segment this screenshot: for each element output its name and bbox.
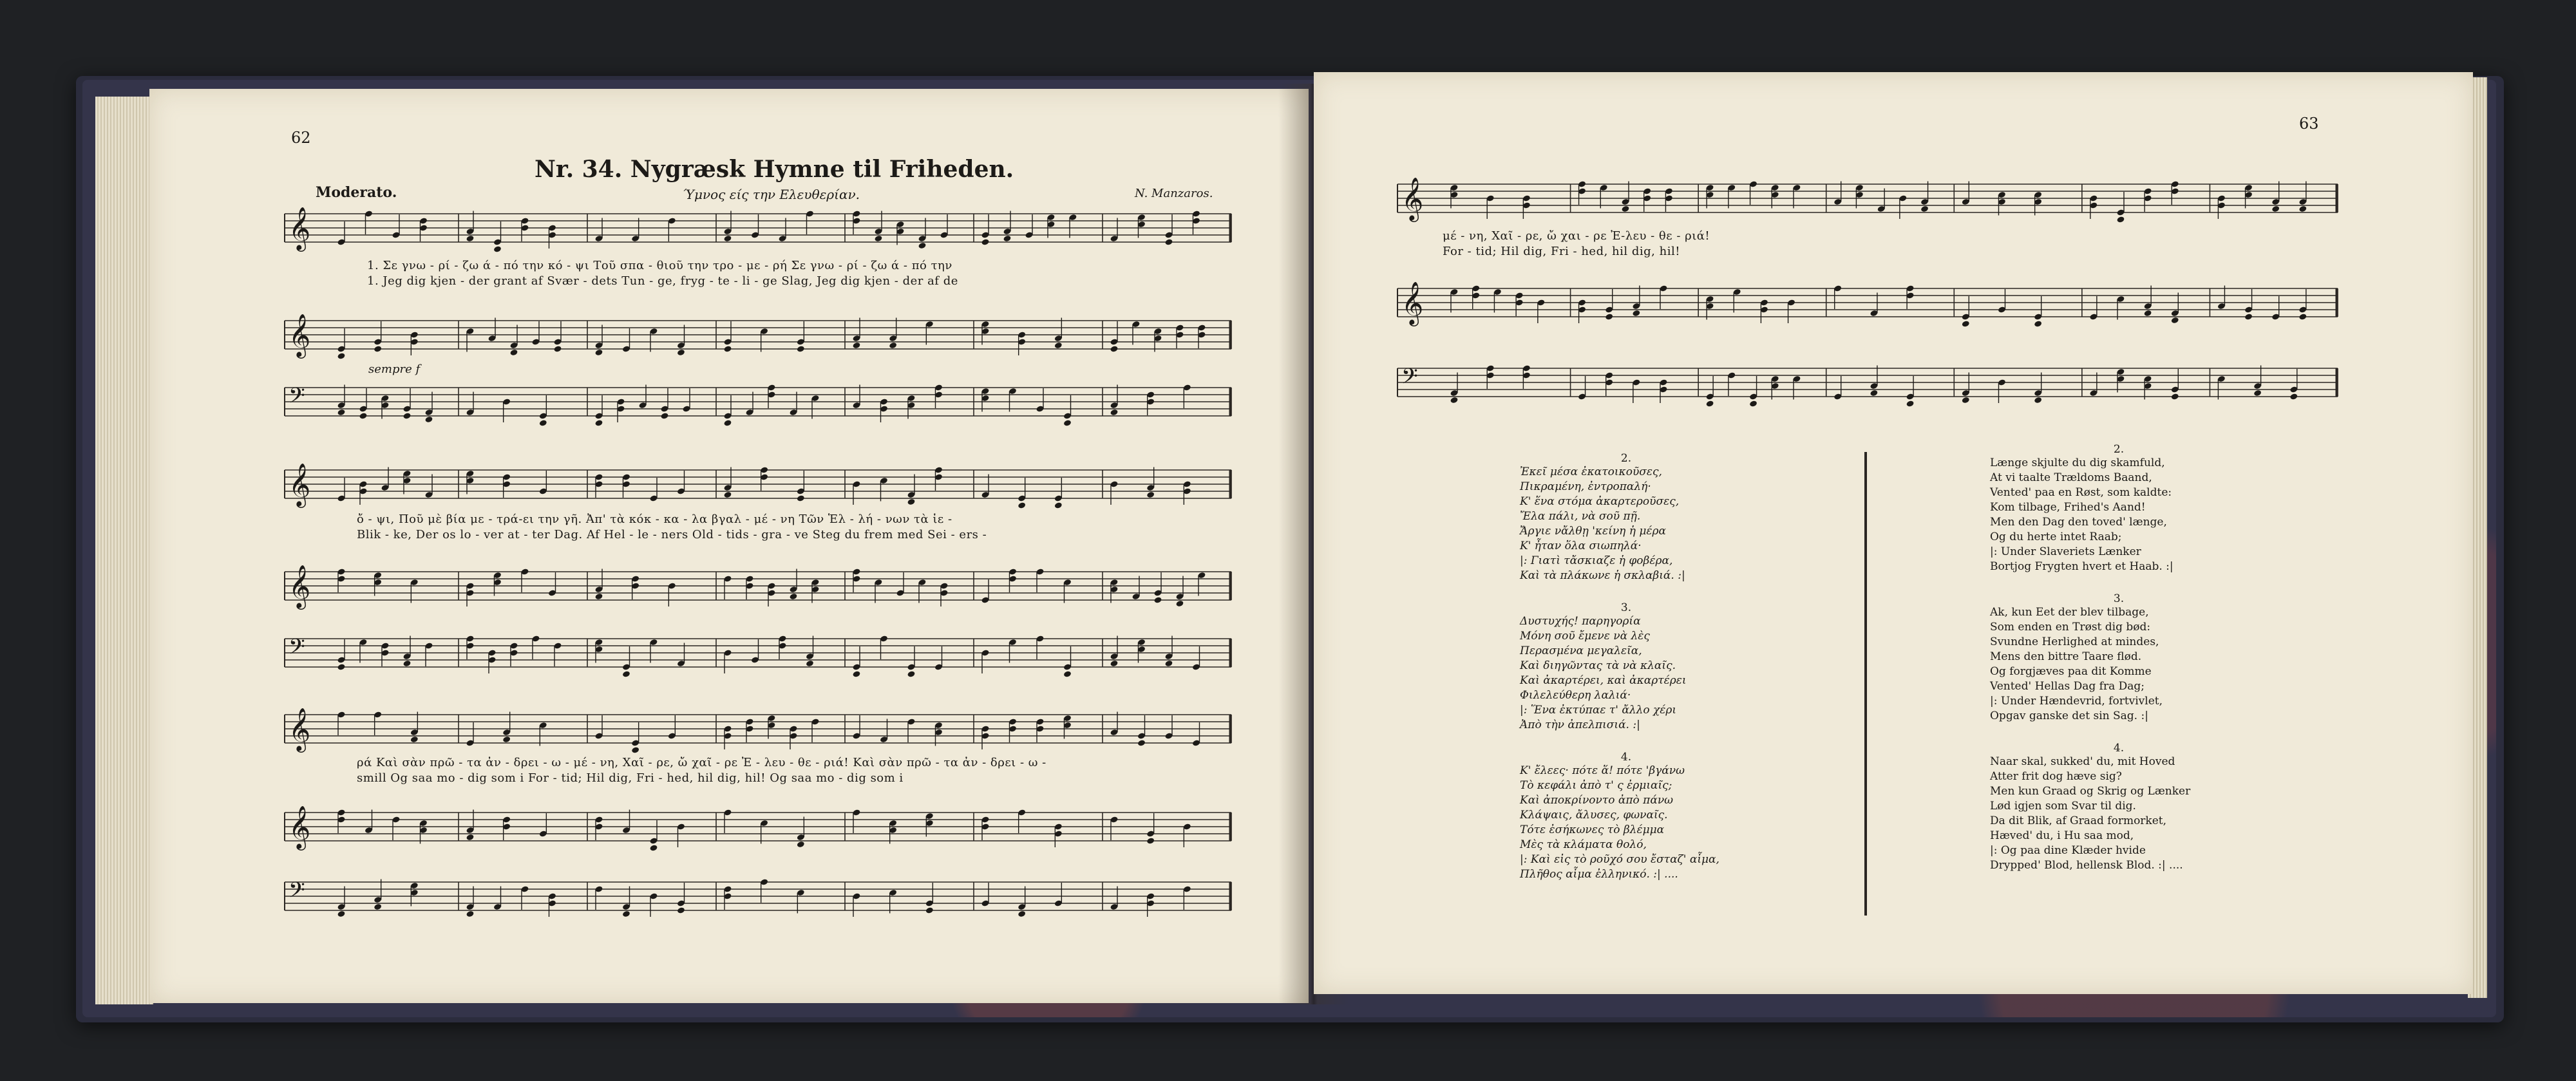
melody-staff-1	[285, 206, 1231, 250]
bass-clef-icon: 𝄢	[1401, 364, 1418, 394]
verse-block	[1520, 452, 1732, 583]
treble-clef-icon: 𝄞	[289, 462, 311, 506]
tempo-marking: Moderato.	[316, 184, 397, 201]
lyric-danish-3: smill Og saa mo - dig som i For - tid; Hil dig, Fri - hed, hil dig, hil! Og saa mo - dig som i	[357, 771, 904, 785]
verse-number: 3.	[2113, 592, 2125, 605]
dynamic-marking: sempre f	[368, 362, 421, 376]
piano-treble-staff-1	[285, 313, 1231, 357]
verse-line: Hæved' du, i Hu saa mod,	[1990, 829, 2134, 842]
treble-clef-icon: 𝄞	[289, 564, 311, 608]
page-number: 62	[291, 129, 311, 147]
verse-line: Ἐκεῖ μέσα ἐκατοικοῦσες,	[1520, 465, 1662, 478]
verse-line: Længe skjulte du dig skamfuld,	[1990, 456, 2165, 469]
verse-block	[1990, 443, 2248, 574]
bass-clef-icon: 𝄢	[289, 384, 305, 413]
verse-line: Ἀπὸ τὴν ἀπελπισιά. :|	[1520, 719, 1640, 731]
verse-line: Τὸ κεφάλι ἀπὸ τ' ς ἐρμιαῖς;	[1520, 779, 1672, 792]
piano-bass-staff-1	[285, 385, 1231, 424]
verse-block	[1520, 601, 1732, 733]
treble-clef-icon: 𝄞	[1401, 176, 1424, 220]
verse-line: Ἔλα πάλι, νὰ σοῦ πῇ.	[1520, 510, 1641, 523]
right-page	[1314, 72, 2473, 994]
lyric-greek-1: 1. Σε γνω - ρί - ζω ά - πό την κό - ψι Τοῦ σπα - θιοῦ την τρο - με - ρή Σε γνω - ρί - ζω ά - πό την	[367, 259, 952, 272]
verse-line: Δυστυχής! παρηγορία	[1520, 615, 1641, 628]
verse-line: Πικραμένη, ἐντροπαλή·	[1520, 480, 1651, 493]
verse-line: Ak, kun Eet der blev tilbage,	[1990, 606, 2149, 619]
verse-number: 3.	[1620, 601, 1632, 614]
piano-bass-staff-4	[1397, 366, 2338, 404]
verse-line: Πλῆθος αἷμα ἐλληνικό. :| ....	[1520, 868, 1678, 881]
verse-line: Περασμένα μεγαλεῖα,	[1520, 644, 1642, 657]
verse-number: 4.	[2113, 742, 2125, 755]
piano-treble-staff-2	[285, 564, 1231, 608]
verse-number: 2.	[2113, 443, 2125, 456]
lyric-danish-2: Blik - ke, Der os lo - ver at - ter Dag. Af Hel - le - ners Old - tids - gra - ve Steg du frem med Sei - ers -	[357, 528, 987, 541]
verse-line: Bortjog Frygten hvert et Haab. :|	[1990, 560, 2174, 573]
danish-verses	[1990, 443, 2248, 891]
verse-line: Κ' ἔλεες· πότε ἅ! πότε 'βγάνω	[1520, 764, 1685, 777]
page-edges-left	[95, 97, 153, 1004]
verse-line: Opgav ganske det sin Sag. :|	[1990, 710, 2148, 722]
verse-number: 4.	[1620, 751, 1632, 764]
verse-line: Μὲς τὰ κλάματα θολό,	[1520, 838, 1647, 851]
verse-line: Mens den bittre Taare flød.	[1990, 650, 2142, 663]
piano-bass-staff-3	[285, 879, 1231, 918]
verse-line: Κλάψαις, ἄλυσες, φωναῖς.	[1520, 809, 1668, 822]
page-number: 63	[2299, 115, 2319, 133]
verse-line: Og forgjæves paa dit Komme	[1990, 665, 2152, 678]
verse-line: Κ' ἕνα στόμα ἀκαρτεροῦσες,	[1520, 495, 1680, 508]
piano-bass-staff-2	[285, 636, 1231, 675]
verse-line: Τότε ἐσήκωνες τὸ βλέμμα	[1520, 823, 1665, 836]
treble-clef-icon: 𝄞	[289, 707, 311, 751]
verse-line: Kom tilbage, Frihed's Aand!	[1990, 501, 2146, 514]
treble-clef-icon: 𝄞	[289, 805, 311, 849]
verse-line: Καὶ διηγῶντας τὰ νὰ κλαῖς.	[1520, 659, 1676, 672]
verse-line: Καὶ τὰ πλάκωνε ἡ σκλαβιά. :|	[1520, 569, 1685, 582]
treble-clef-icon: 𝄞	[289, 206, 311, 250]
bass-clef-icon: 𝄢	[289, 635, 305, 664]
verse-line: |: Under Slaveriets Lænker	[1990, 545, 2141, 558]
piano-treble-staff-4	[1397, 281, 2338, 324]
column-divider	[1864, 452, 1867, 916]
lyric-greek-2: ὄ - ψι, Ποῦ μὲ βία με - τρά-ει την γῆ. Ἀπ' τὰ κόκ - κα - λα βγαλ - μέ - νη Τῶν Ἑλ - λή - νων τὰ ἱε -	[357, 512, 952, 526]
lyric-danish-1: 1. Jeg dig kjen - der grant af Svær - dets Tun - ge, fryg - te - li - ge Slag, Jeg dig kjen - der af de	[367, 274, 958, 288]
verse-line: Atter frit dog hæve sig?	[1990, 770, 2122, 783]
verse-line: |: Under Hændevrid, fortvivlet,	[1990, 695, 2163, 708]
verse-line: Καὶ ἀποκρίνοντο ἀπὸ πάνω	[1520, 794, 1674, 807]
verse-line: Og du herte intet Raab;	[1990, 531, 2122, 543]
piano-treble-staff-3	[285, 805, 1231, 849]
verse-line: |: Og paa dine Klæder hvide	[1990, 844, 2146, 857]
verse-line: Men den Dag den toved' længe,	[1990, 516, 2167, 529]
greek-subtitle: Ύμνος είς την Ελευθερίαν.	[683, 187, 860, 202]
melody-staff-2	[285, 462, 1231, 506]
verse-line: |: Ἕνα ἐκτύπαε τ' ἄλλο χέρι	[1520, 704, 1677, 717]
verse-line: |: Καὶ εἰς τὸ ροῦχό σου ἔσταζ' αἷμα,	[1520, 853, 1719, 866]
verse-line: Vented' Hellas Dag fra Dag;	[1990, 680, 2145, 693]
greek-verses	[1520, 452, 1732, 900]
verse-line: Da dit Blik, af Graad formorket,	[1990, 814, 2167, 827]
verse-line: Μόνη σοῦ ἔμενε νὰ λὲς	[1520, 630, 1650, 643]
left-page	[149, 89, 1309, 1003]
verse-line: Svundne Herlighed at mindes,	[1990, 635, 2159, 648]
lyric-greek-3: ρά Καὶ σὰν πρῶ - τα ἀν - δρει - ω - μέ - νη, Χαῖ - ρε, ὤ χαῖ - ρε Ἐ - λευ - θε - ριά! Καὶ σὰν πρῶ - τα ἀν - δρει - ω -	[357, 756, 1046, 769]
song-title: Nr. 34. Nygræsk Hymne til Friheden.	[535, 156, 1014, 183]
verse-block	[1990, 742, 2248, 873]
melody-staff-4	[1397, 176, 2338, 220]
verse-block	[1990, 592, 2248, 724]
verse-line: Lød igjen som Svar til dig.	[1990, 800, 2136, 813]
melody-staff-3	[285, 707, 1231, 751]
composer-credit: N. Manzaros.	[1135, 187, 1213, 200]
verse-line: Som enden en Trøst dig bød:	[1990, 621, 2151, 634]
verse-line: At vi taalte Trældoms Baand,	[1990, 471, 2152, 484]
verse-line: Men kun Graad og Skrig og Lænker	[1990, 785, 2191, 798]
verse-line: Καὶ ἀκαρτέρει, καὶ ἀκαρτέρει	[1520, 674, 1687, 687]
verse-line: Naar skal, sukked' du, mit Hoved	[1990, 755, 2175, 768]
verse-line: Ἄργιε νἄλθῃ 'κείνη ἡ μέρα	[1520, 525, 1667, 538]
treble-clef-icon: 𝄞	[1401, 281, 1424, 324]
verse-line: Φιλελεύθερη λαλιά·	[1520, 689, 1631, 702]
verse-line: Drypped' Blod, hellensk Blod. :| ....	[1990, 859, 2183, 872]
verse-line: Vented' paa en Røst, som kaldte:	[1990, 486, 2172, 499]
verse-line: |: Γιατὶ τἄσκιαζε ἡ φοβέρα,	[1520, 554, 1673, 567]
verse-block	[1520, 751, 1732, 882]
lyric-danish-4: For - tid; Hil dig, Fri - hed, hil dig, hil!	[1443, 245, 1680, 258]
verse-line: Κ' ἦταν ὅλα σιωπηλά·	[1520, 540, 1642, 552]
bass-clef-icon: 𝄢	[289, 878, 305, 908]
treble-clef-icon: 𝄞	[289, 313, 311, 357]
verse-number: 2.	[1620, 452, 1632, 465]
lyric-greek-4: μέ - νη, Χαῖ - ρε, ὤ χαι - ρε Ἐ-λευ - θε - ριά!	[1443, 229, 1710, 243]
